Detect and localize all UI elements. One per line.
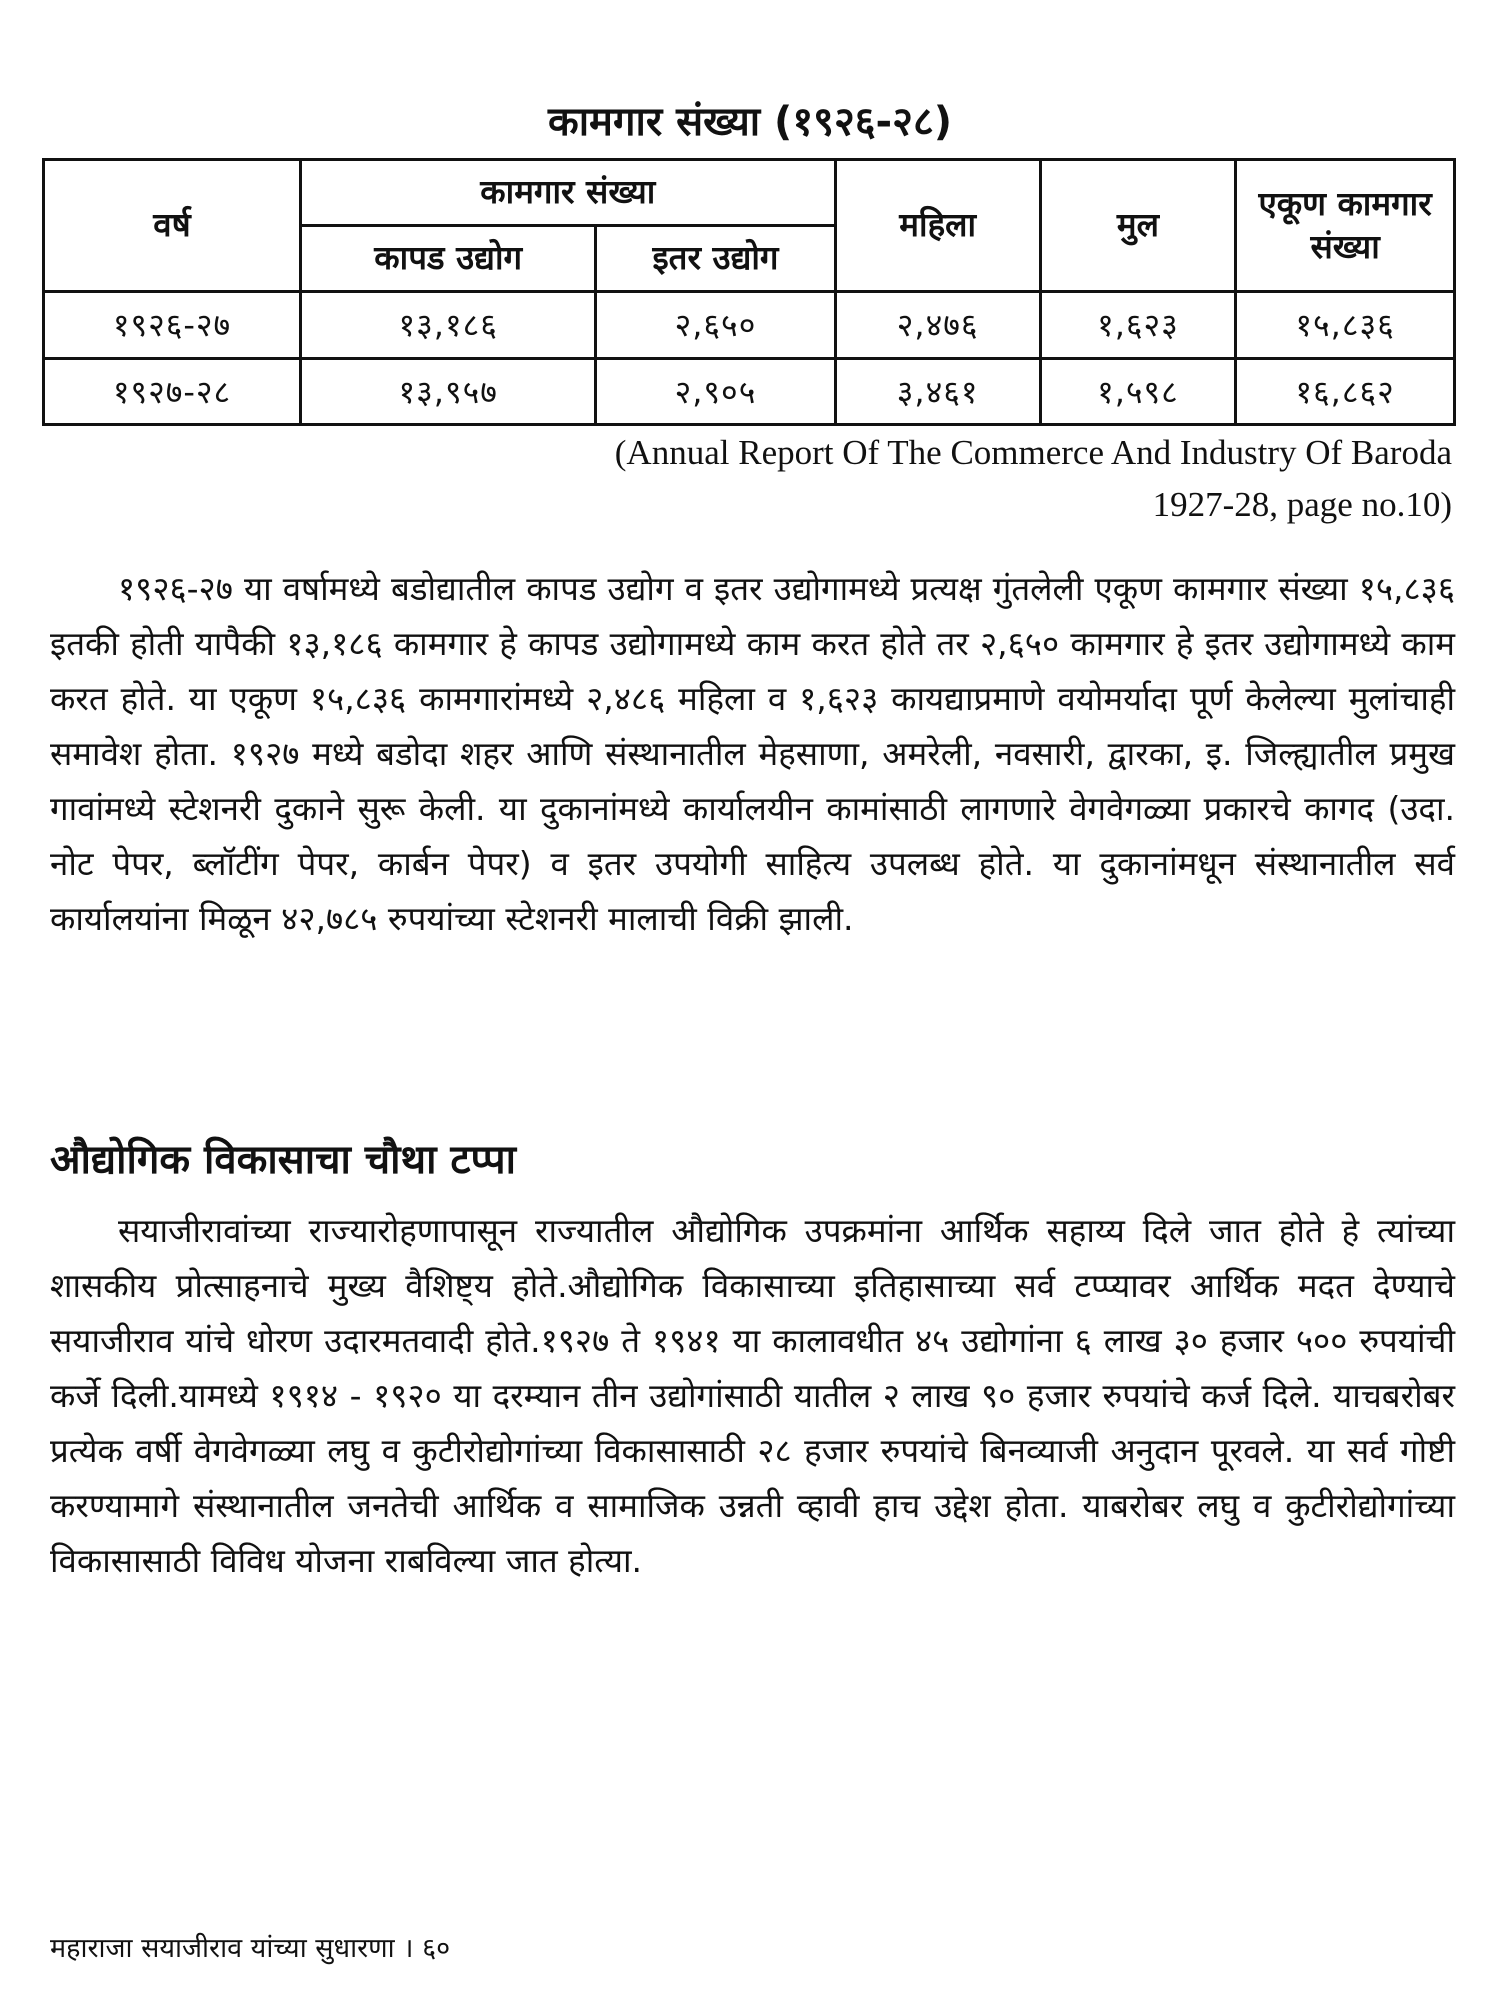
body-paragraph-1: १९२६-२७ या वर्षामध्ये बडोद्यातील कापड उद्योग व इतर उद्योगामध्ये प्रत्यक्ष गुंतलेली एकूण कामगार संख्या १५,८३६ इतकी होती यापैकी १३,१८६ कामगार हे कापड उद्योगामध्ये काम करत होते तर २,६५० कामगार हे इतर उद्योगामध्ये काम करत होते. या एकूण १५,८३६ कामगारांमध्ये २,४८६ महिला व १,६२३ कायद्याप्रमाणे वयोमर्यादा पूर्ण केलेल्या मुलांचाही समावेश होता. १९२७ मध्ये बडोदा शहर आणि संस्थानातील मेहसाणा, अमरेली, नवसारी, द्वारका, इ. जिल्ह्यातील प्रमुख गावांमध्ये स्टेशनरी दुकाने सुरू केली. या दुकानांमध्ये कार्यालयीन कामांसाठी लागणारे वेगवेगळ्या प्रकारचे कागद (उदा. नोट पेपर, ब्लॉटींग पेपर, कार्बन पेपर) व इतर उपयोगी साहित्य उपलब्ध होते. या दुकानांमधून संस्थानातील सर्व कार्यालयांना मिळून ४२,७८५ रुपयांच्या स्टेशनरी मालाची विक्री झाली. — [50, 569, 1455, 938]
body-paragraph-2: सयाजीरावांच्या राज्यारोहणापासून राज्यातील औद्योगिक उपक्रमांना आर्थिक सहाय्य दिले जात होते हे त्यांच्या शासकीय प्रोत्साहनाचे मुख्य वैशिष्ट्य होते.औद्योगिक विकासाच्या इतिहासाच्या सर्व टप्प्यावर आर्थिक मदत देण्याचे सयाजीराव यांचे धोरण उदारमतवादी होते.१९२७ ते १९४१ या कालावधीत ४५ उद्योगांना ६ लाख ३० हजार ५०० रुपयांची कर्जे दिली.यामध्ये १९१४ - १९२० या दरम्यान तीन उद्योगांसाठी यातील २ लाख ९० हजार रुपयांचे कर्ज दिले. याचबरोबर प्रत्येक वर्षी वेगवेगळ्या लघु व कुटीरोद्योगांच्या विकासासाठी २८ हजार रुपयांचे बिनव्याजी अनुदान पूरवले. या सर्व गोष्टी करण्यामागे संस्थानातील जनतेची आर्थिक व सामाजिक उन्नती व्हावी हाच उद्देश होता. याबरोबर लघु व कुटीरोद्योगांच्या विकासासाठी विविध योजना राबविल्या जात होत्या. — [50, 1211, 1455, 1580]
cell-total: १५,८३६ — [1236, 292, 1455, 358]
cell-textile: १३,१८६ — [301, 292, 596, 358]
workers-table — [42, 158, 1456, 426]
cell-other: २,६५० — [596, 292, 835, 358]
header-total: एकूण कामगार संख्या — [1236, 160, 1455, 292]
table-title: कामगार संख्या (१९२६-२८) — [547, 99, 953, 145]
page-footer: महाराजा सयाजीराव यांच्या सुधारणा । ६० — [50, 1933, 451, 1964]
cell-children: १,६२३ — [1040, 292, 1236, 358]
cell-year: १९२७-२८ — [44, 358, 301, 424]
header-children: मुल — [1040, 160, 1236, 292]
cell-other: २,९०५ — [596, 358, 835, 424]
table-row — [44, 292, 1455, 358]
header-workers-group: कामगार संख्या — [301, 160, 836, 226]
header-other: इतर उद्योग — [596, 226, 835, 292]
cell-children: १,५९८ — [1040, 358, 1236, 424]
cell-textile: १३,९५७ — [301, 358, 596, 424]
header-textile: कापड उद्योग — [301, 226, 596, 292]
cell-year: १९२६-२७ — [44, 292, 301, 358]
table-row — [44, 358, 1455, 424]
header-women: महिला — [835, 160, 1040, 292]
source-citation-line1: (Annual Report Of The Commerce And Industry Of Baroda — [614, 433, 1452, 472]
table-header-row — [44, 160, 1455, 226]
cell-total: १६,८६२ — [1236, 358, 1455, 424]
section-heading: औद्योगिक विकासाचा चौथा टप्पा — [50, 1137, 516, 1183]
source-citation-line2: 1927-28, page no.10) — [1152, 485, 1452, 524]
header-year: वर्ष — [44, 160, 301, 292]
cell-women: ३,४६१ — [835, 358, 1040, 424]
cell-women: २,४७६ — [835, 292, 1040, 358]
